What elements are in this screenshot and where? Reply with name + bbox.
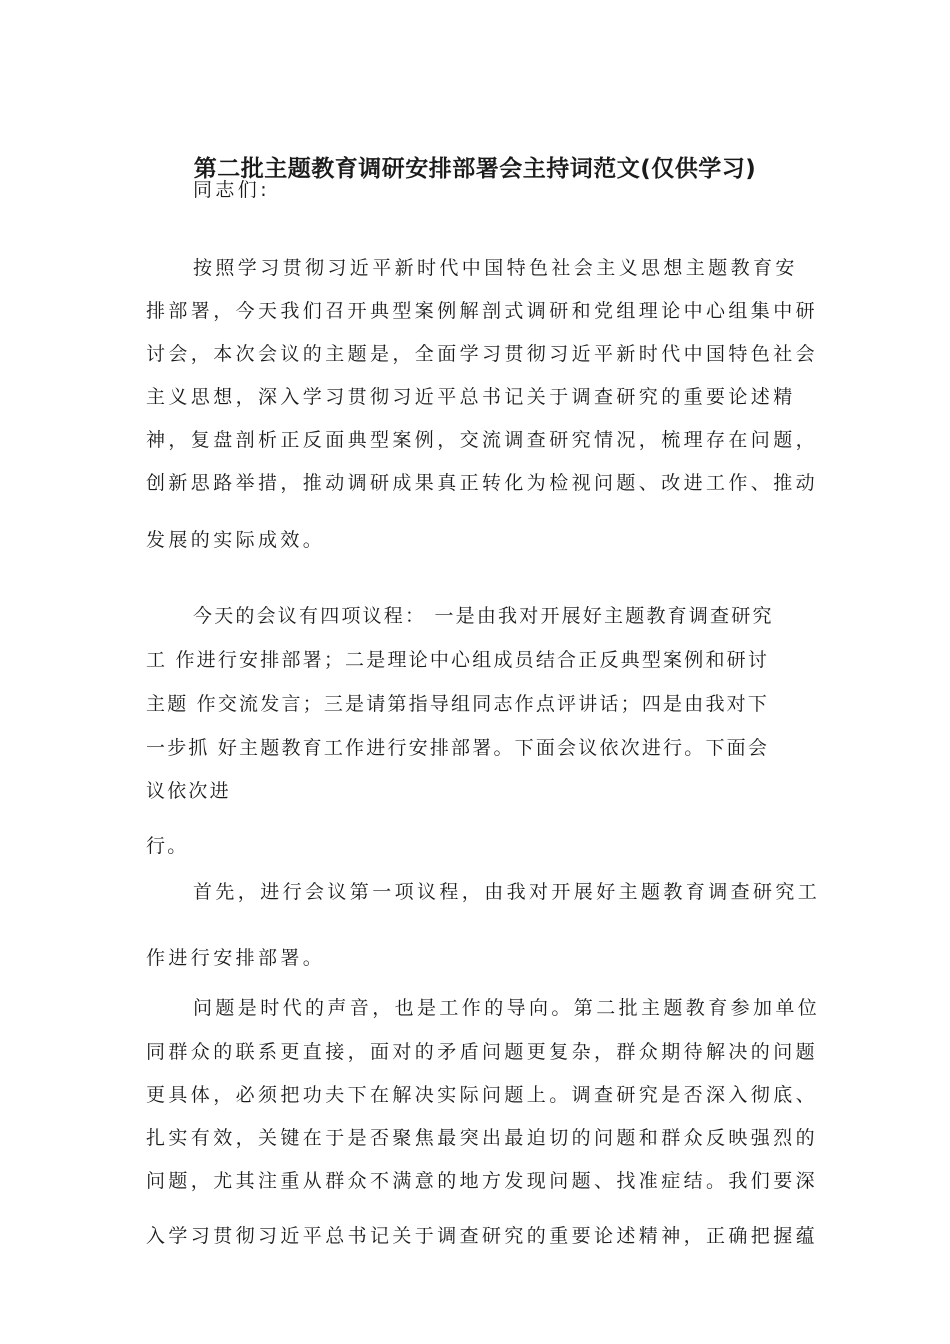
paragraph1-line: 发展的实际成效。: [146, 529, 326, 551]
paragraph1-line: 创新思路举措，推动调研成果真正转化为检视问题、改进工作、推动: [146, 472, 819, 494]
paragraph1-line: 主义思想，深入学习贯彻习近平总书记关于调查研究的重要论述精: [146, 386, 796, 408]
paragraph2-line: 今天的会议有四项议程： 一是由我对开展好主题教育调查研究: [193, 605, 774, 627]
paragraph4-line: 问题，尤其注重从群众不满意的地方发现问题、找准症结。我们要深: [146, 1170, 819, 1192]
paragraph1-line: 讨会，本次会议的主题是，全面学习贯彻习近平新时代中国特色社会: [146, 343, 819, 365]
paragraph2-line: 一步抓 好主题教育工作进行安排部署。下面会议依次进行。下面会: [146, 737, 770, 759]
paragraph4-line: 更具体，必须把功夫下在解决实际问题上。调查研究是否深入彻底、: [146, 1084, 819, 1106]
salutation: 同志们:: [193, 179, 271, 201]
paragraph2-line: 工 作进行安排部署；二是理论中心组成员结合正反典型案例和研讨: [146, 649, 770, 671]
paragraph4-line: 同群众的联系更直接，面对的矛盾问题更复杂，群众期待解决的问题: [146, 1041, 819, 1063]
paragraph1-line: 按照学习贯彻习近平新时代中国特色社会主义思想主题教育安: [193, 257, 798, 279]
paragraph4-line: 扎实有效，关键在于是否聚焦最突出最迫切的问题和群众反映强烈的: [146, 1127, 819, 1149]
paragraph3-line: 作进行安排部署。: [146, 947, 326, 969]
paragraph1-line: 神，复盘剖析正反面典型案例，交流调查研究情况，梳理存在问题，: [146, 429, 819, 451]
paragraph2-line: 行。: [146, 835, 189, 857]
paragraph2-line: 主题 作交流发言；三是请第指导组同志作点评讲话；四是由我对下: [146, 693, 770, 715]
paragraph4-line: 入学习贯彻习近平总书记关于调查研究的重要论述精神，正确把握蕴: [146, 1225, 819, 1247]
paragraph3-line: 首先，进行会议第一项议程，由我对开展好主题教育调查研究工: [193, 881, 821, 903]
paragraph2-line: 议依次进: [146, 780, 231, 802]
paragraph1-line: 排部署，今天我们召开典型案例解剖式调研和党组理论中心组集中研: [146, 300, 819, 322]
paragraph4-line: 问题是时代的声音，也是工作的导向。第二批主题教育参加单位: [193, 997, 821, 1019]
document-title: 第二批主题教育调研安排部署会主持词范文(仅供学习): [193, 156, 757, 182]
